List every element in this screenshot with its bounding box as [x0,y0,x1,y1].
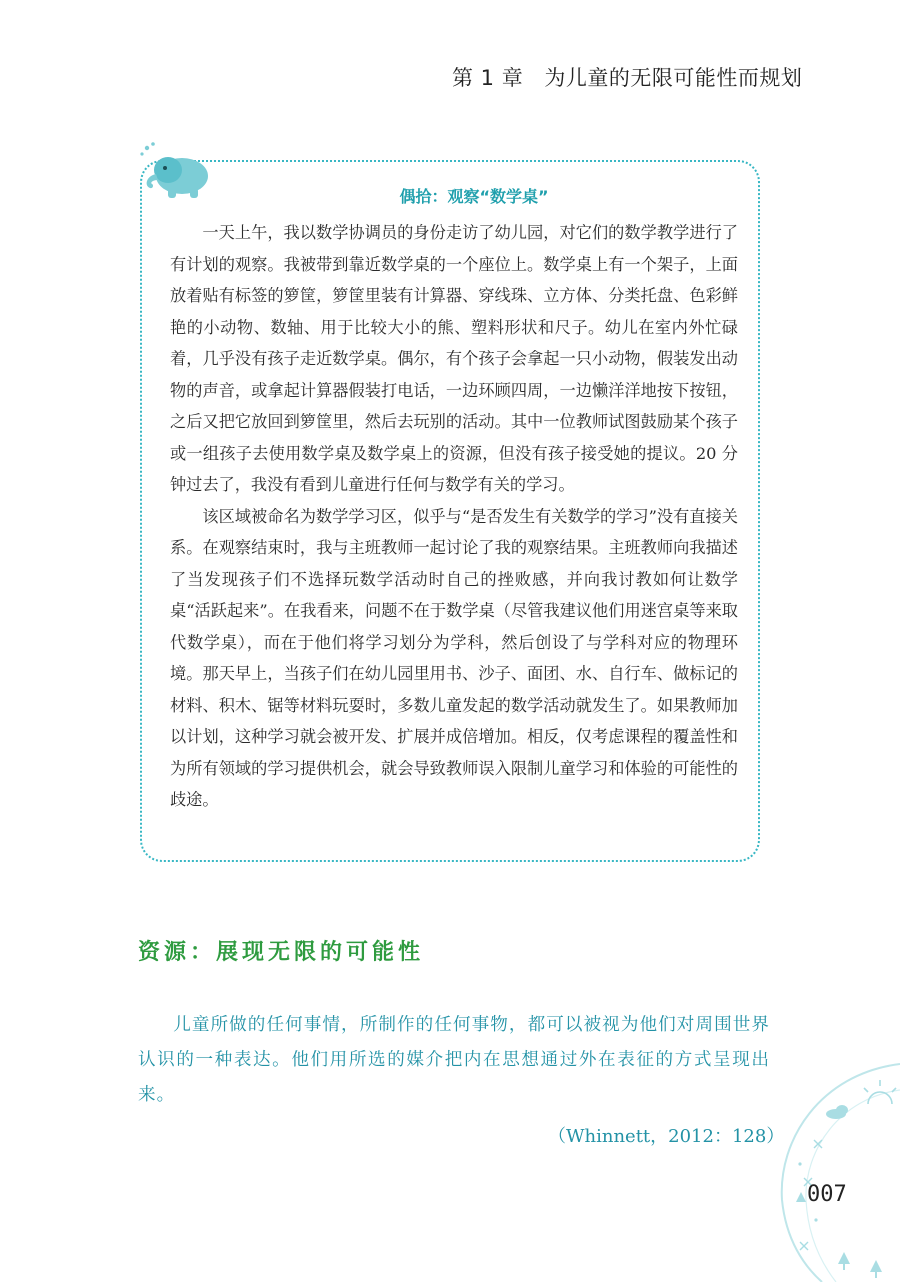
box-paragraph-1: 一天上午，我以数学协调员的身份走访了幼儿园，对它们的数学教学进行了有计划的观察。我被带到靠近数学桌的一个座位上。数学桌上有一个架子，上面放着贴有标签的箩筐，箩筐里装有计算器、穿线珠、立方体、分类托盘、色彩鲜艳的小动物、数轴、用于比较大小的熊、塑料形状和尺子。幼儿在室内外忙碌着，几乎没有孩子走近数学桌。偶尔，有个孩子会拿起一只小动物，假装发出动物的声音，或拿起计算器假装打电话，一边环顾四周，一边懒洋洋地按下按钮，之后又把它放回到箩筐里，然后去玩别的活动。其中一位教师试图鼓励某个孩子或一组孩子去使用数学桌及数学桌上的资源，但没有孩子接受她的提议。20 分钟过去了，我没有看到儿童进行任何与数学有关的学习。 [170,223,738,494]
sidebar-box [140,160,760,862]
chapter-title: 为儿童的无限可能性而规划 [544,66,803,90]
box-paragraph-2: 该区域被命名为数学学习区，似乎与“是否发生有关数学的学习”没有直接关系。在观察结束时，我与主班教师一起讨论了我的观察结果。主班教师向我描述了当发现孩子们不选择玩数学活动时自己的挫败感，并向我讨教如何让数学桌“活跃起来”。在我看来，问题不在于数学桌（尽管我建议他们用迷宫桌等来取代数学桌），而在于他们将学习划分为学科，然后创设了与学科对应的物理环境。那天早上，当孩子们在幼儿园里用书、沙子、面团、水、自行车、做标记的材料、积木、锯等材料玩耍时，多数儿童发起的数学活动就发生了。如果教师加以计划，这种学习就会被开发、扩展并成倍增加。相反，仅考虑课程的覆盖性和为所有领域的学习提供机会，就会导致教师误入限制儿童学习和体验的可能性的歧途。 [170,506,738,809]
chapter-number: 第 1 章 [452,66,524,90]
sidebar-box-content [170,180,738,816]
section-heading: 资源：展现无限的可能性 [138,939,425,965]
corner-decoration [760,1060,900,1282]
sidebar-box-title: 偶拾：观察“数学桌” [399,187,549,206]
epigraph-quote: 儿童所做的任何事情，所制作的任何事物，都可以被视为他们对周围世界认识的一种表达。他们用所选的媒介把内在思想通过外在表征的方式呈现出来。 [138,1015,770,1105]
page-number: 007 [807,1182,847,1207]
quote-citation: （Whinnett，2012：128） [548,1126,785,1147]
elephant-icon [138,140,214,200]
cloud-icon [826,1105,848,1119]
running-head [452,62,803,92]
